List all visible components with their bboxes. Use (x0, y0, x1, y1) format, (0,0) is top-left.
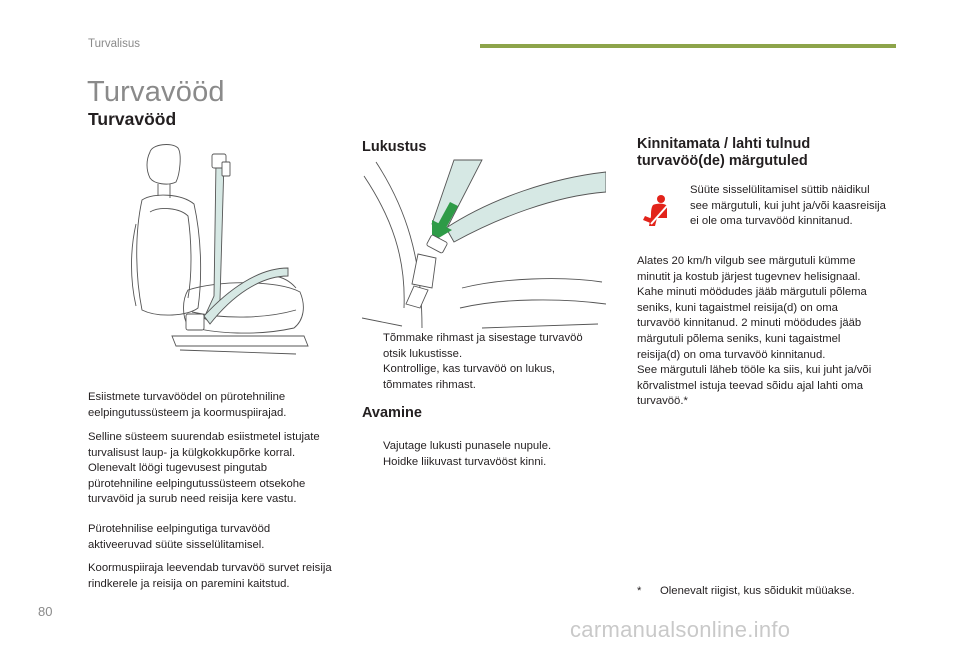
footnote (637, 585, 855, 597)
paragraph-line: turvavöö.* (637, 395, 688, 408)
paragraph-line: seniks, kuni tagaistmel reisija(d) on oma (637, 301, 838, 314)
seatbelt-warning-icon (643, 194, 673, 228)
col1-paragraph-4: Koormuspiiraja leevendab turvavöö survet reisija rindkerele ja reisija on paremini kaitstud. (88, 562, 332, 590)
watermark: carmanualsonline.info (570, 617, 791, 642)
warning-light-description: Süüte sisselülitamisel süttib näidikul see märgutuli, kui juht ja/või kaasreisija ei ole oma turvavööd kinnitanud. (690, 184, 886, 228)
warning-light-behaviour (637, 254, 871, 410)
warning-heading-line-2: turvavöö(de) märgutuled (637, 153, 808, 169)
page-number: 80 (38, 604, 53, 619)
list-item-text: Hoidke liikuvast turvavööst kinni. (383, 455, 547, 468)
section-label: Turvalisus (88, 38, 140, 50)
paragraph-line: minutit ja kostub järjest tugevnev helisignaal. (637, 270, 861, 283)
page-title: Turvavööd (87, 76, 225, 108)
open-instructions (366, 439, 606, 470)
footnote-text: Olenevalt riigist, kus sõidukit müüakse. (660, 585, 855, 597)
seat-with-seatbelt-illustration (128, 140, 318, 358)
list-item-text: Kontrollige, kas turvavöö on lukus, tõmmates rihmast. (383, 363, 556, 391)
list-item (366, 439, 606, 455)
lock-heading: Lukustus (362, 139, 427, 155)
paragraph-line: Alates 20 km/h vilgub see märgutuli kümme (637, 255, 856, 267)
col1-paragraph-2: Selline süsteem suurendab esiistmetel istujate turvalisust laup- ja külgkokkupõrke korral. Olenevalt löögi tugevusest pingutab pürotehniline eelpingutussüsteem otsekohe turvavöid ja surub need reisija kere vastu. (88, 431, 320, 506)
col1-paragraph-3: Pürotehnilise eelpingutiga turvavööd aktiveeruvad süüte sisselülitamisel. (88, 523, 271, 551)
lock-instructions (366, 331, 606, 393)
paragraph-line: märgutuli põlema seniks, kuni tagaistmel (637, 332, 841, 345)
main-heading: Turvavööd (88, 109, 177, 129)
list-item-text: Tõmmake rihmast ja sisestage turvavöö otsik lukustisse. (383, 332, 583, 360)
paragraph-line: kõrvalistmel istuja teevad sõidu ajal lahti oma (637, 379, 864, 392)
buckle-insertion-illustration (362, 158, 606, 330)
paragraph-line: See märgutuli läheb tööle ka siis, kui juht ja/või (637, 364, 872, 377)
paragraph-line: Kahe minuti möödudes jääb märgutuli põlema (637, 286, 867, 299)
list-item (366, 331, 606, 362)
list-item (366, 455, 606, 471)
open-heading: Avamine (362, 405, 422, 421)
warning-heading-line-1: Kinnitamata / lahti tulnud (637, 136, 811, 152)
header-accent-bar (480, 44, 896, 48)
list-item (366, 362, 606, 393)
col1-paragraph-1: Esiistmete turvavöödel on pürotehniline eelpingutussüsteem ja koormuspiirajad. (88, 391, 287, 419)
footnote-mark: * (637, 585, 642, 597)
paragraph-line: turvavöö kinnitanud. 2 minuti möödudes jääb (637, 317, 862, 330)
list-item-text: Vajutage lukusti punasele nupule. (383, 440, 552, 452)
paragraph-line: reisija(d) on oma turvavöö kinnitanud. (637, 348, 826, 361)
